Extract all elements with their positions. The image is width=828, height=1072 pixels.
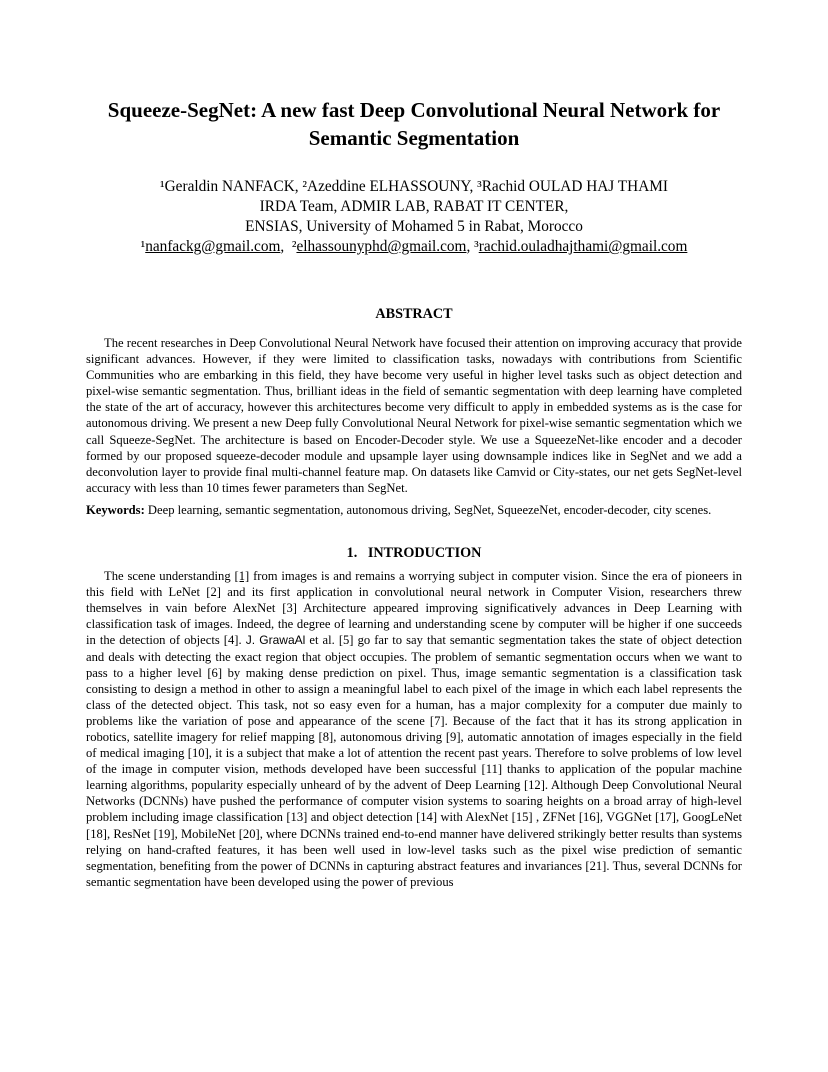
affiliation-line-2: ENSIAS, University of Mohamed 5 in Rabat, Morocco bbox=[245, 218, 583, 235]
email-3-mark: ³ bbox=[474, 238, 479, 255]
email-link-1[interactable]: nanfackg@gmail.com bbox=[145, 238, 281, 255]
intro-part-3: et al. [5] go far to say that semantic segmentation takes the state of object detection and deals with detecting the exact region that object occupies. The problem of semantic segmentation occurs when we want to pass to a higher level [6] by making dense prediction on pixel. Thus, image semantic segmentation is a classification task consisting to design a method in other to assign a meaningful label to each pixel of the image in which each label represents the class of the detected object. This task, not so easy even for a human, has a major complexity for a computer due mainly to problems like the variation of pose and appearance of the scene [7]. Because of the fact that it has its strong application in robotics, satellite imagery for relief mapping [8], autonomous driving [9], automatic annotation of images especially in the field of medical imaging [10], it is a subject that make a lot of attention the recent past years. Therefore to solve problems of low level of the image in computer vision, methods developed have been successful [11] thanks to application of the popular machine learning algorithms, popularity especially unheard of by the advent of Deep Learning [12]. Although Deep Convolutional Neural Networks (DCNNs) have pushed the performance of computer vision systems to soaring heights on a broad array of high-level problem including image classification [13] and object detection [14] with AlexNet [15] , ZFNet [16], VGGNet [17], GoogLeNet [18], ResNet [19], MobileNet [20], where DCNNs trained end-to-end manner have delivered strikingly better results than systems relying on hand-crafted features, it has been well used in low-level tasks such as the pixel wise prediction of semantic segmentation, benefiting from the power of DCNNs in capturing abstract features and invariances [21]. Thus, several DCNNs for semantic segmentation have been developed using the power of previous bbox=[86, 633, 743, 889]
abstract-heading: ABSTRACT bbox=[375, 306, 453, 322]
keywords-label: Keywords: bbox=[86, 502, 145, 517]
affiliation-line-1: IRDA Team, ADMIR LAB, RABAT IT CENTER, bbox=[259, 198, 569, 215]
paper-page bbox=[86, 96, 742, 890]
section-heading-introduction: 1. INTRODUCTION bbox=[346, 545, 482, 562]
keywords-text: Deep learning, semantic segmentation, autonomous driving, SegNet, SqueezeNet, encoder-decoder, city scenes. bbox=[144, 502, 712, 517]
intro-part-2: from images is and remains a worrying subject in computer vision. Since the era of pioneers in this field with LeNet [2] and its first application in convolutional neural network in Computer Vision, researchers threw themselves in vain before AlexNet [3] Architecture appeared improving significatively advances in Deep Learning with classification task of images. Indeed, the degree of learning and understanding scene by computer will be higher if one succeeds in the detection of objects [4]. bbox=[86, 569, 742, 648]
intro-part-1: The scene understanding bbox=[104, 569, 235, 584]
email-link-2[interactable]: elhassounyphd@gmail.com bbox=[296, 238, 467, 255]
email-1-mark: ¹ bbox=[140, 238, 146, 255]
author-names: ¹Geraldin NANFACK, ²Azeddine ELHASSOUNY, ³Rachid OULAD HAJ THAMI bbox=[160, 178, 668, 195]
paper-title: Squeeze-SegNet: A new fast Deep Convolutional Neural Network for Semantic Segmentation bbox=[107, 98, 721, 150]
introduction-text bbox=[86, 568, 742, 890]
email-line bbox=[86, 237, 742, 257]
inline-author-name: J. GrawaAl bbox=[245, 633, 306, 648]
keywords-paragraph bbox=[86, 502, 742, 518]
abstract-text: The recent researches in Deep Convolutional Neural Network have focused their attention on improving accuracy that provide significant advances. However, if they were limited to classification tasks, nowadays with contributions from Scientific Communities who are embarking in this field, they have become very useful in higher level tasks such as object detection and pixel-wise semantic segmentation. Thus, brilliant ideas in the field of semantic segmentation with deep learning have completed the state of the art of accuracy, however this architectures become very difficult to apply in embedded systems as is the case for autonomous driving. We present a new Deep fully Convolutional Neural Network for pixel-wise semantic segmentation which we call Squeeze-SegNet. The architecture is based on Encoder-Decoder style. We use a SqueezeNet-like encoder and a decoder formed by our proposed squeeze-decoder module and upsample layer using downsample indices like in SegNet and we add a deconvolution layer to provide final multi-channel feature map. On datasets like Camvid or City-states, our net gets SegNet-level accuracy with less than 10 times fewer parameters than SegNet. bbox=[86, 336, 742, 495]
email-separator-1: , bbox=[280, 238, 292, 255]
reference-link-1[interactable]: [1] bbox=[234, 569, 250, 584]
email-link-3[interactable]: rachid.ouladhajthami@gmail.com bbox=[478, 238, 688, 255]
email-2-mark: ² bbox=[291, 238, 297, 255]
author-block bbox=[86, 177, 742, 257]
email-separator-2: , bbox=[466, 238, 475, 255]
